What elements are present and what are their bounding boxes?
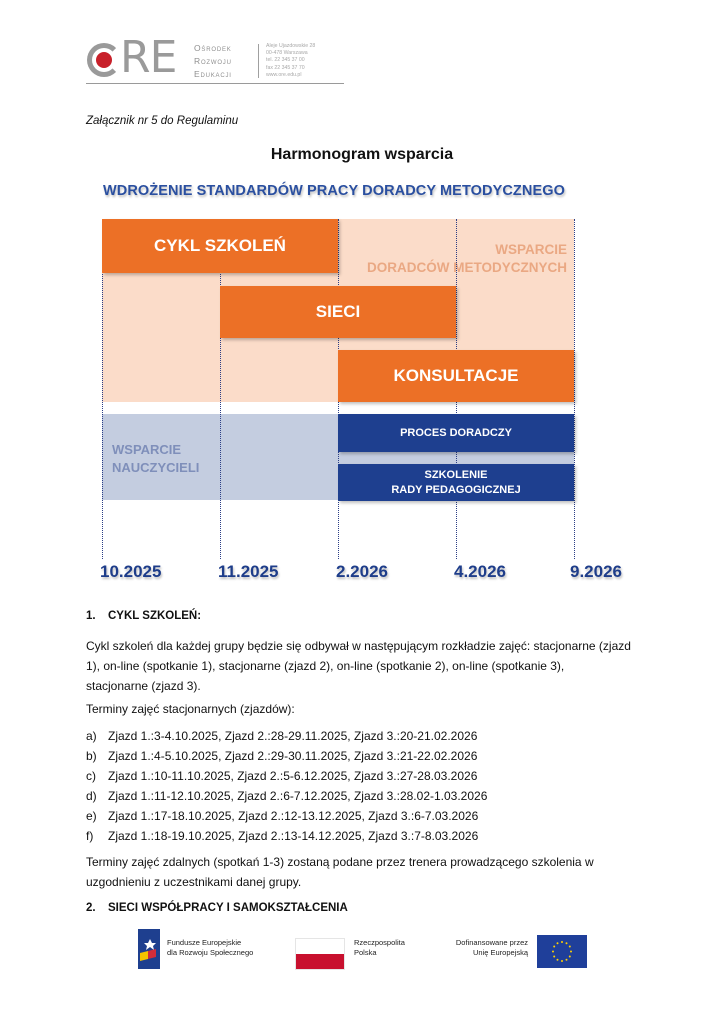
section-title: CYKL SZKOLEŃ: <box>108 610 202 622</box>
timeline-date: 4.2026 <box>454 562 506 581</box>
zone-label-line: DORADCÓW METODYCZNYCH <box>367 260 567 275</box>
paragraph-line: Cykl szkoleń dla każdej grupy będzie się odbywał w następującym rozkładzie zajęć: stacjonarne (zjazd <box>86 639 631 653</box>
list-text: Zjazd 1.:17-18.10.2025, Zjazd 2.:12-13.12.2025, Zjazd 3.:6-7.03.2026 <box>108 809 479 823</box>
org-name-line: Rozwoju <box>194 56 232 66</box>
label-line: Rzeczpospolita <box>354 938 405 947</box>
funding-footer <box>134 925 594 969</box>
ore-logo-text: RE <box>120 32 177 83</box>
address-line: 00-478 Warszawa <box>266 50 308 57</box>
section-title: SIECI WSPÓŁPRACY I SAMOKSZTAŁCENIA <box>108 902 348 914</box>
zone-teachers-label <box>112 441 199 477</box>
european-funds-label <box>167 938 253 958</box>
list-marker: c) <box>86 769 96 783</box>
section-1-paragraph <box>86 636 646 696</box>
zone-label-line: WSPARCIE <box>112 442 182 457</box>
address-line: tel. 22 345 37 00 <box>266 57 305 64</box>
section-1-heading <box>86 606 201 626</box>
bar-sieci <box>220 286 456 338</box>
bar-label: SIECI <box>315 302 361 321</box>
zone-label-line: WSPARCIE <box>495 242 567 257</box>
section-2-heading <box>86 898 348 918</box>
list-marker: e) <box>86 809 97 823</box>
diagram-title: WDROŻENIE STANDARDÓW PRACY DORADCY METODYCZNEGO <box>102 183 565 199</box>
bar-cykl-szkolen <box>102 219 338 273</box>
list-item <box>86 746 487 766</box>
annex-label: Załącznik nr 5 do Regulaminu <box>86 115 239 127</box>
label-line: Fundusze Europejskie <box>167 938 242 947</box>
org-name-line: Ośrodek <box>194 43 232 53</box>
paragraph-line: 1), on-line (spotkanie 1), stacjonarne (zjazd 2), on-line (spotkanie 2), on-line (spotkanie 3), <box>86 659 565 673</box>
remote-note <box>86 852 646 892</box>
list-marker: b) <box>86 749 97 763</box>
bar-konsultacje <box>338 350 574 402</box>
org-name-line: Edukacji <box>194 69 232 79</box>
flag-white-stripe <box>296 939 344 954</box>
bar-label-line: SZKOLENIE <box>424 468 488 481</box>
eu-funding-label <box>430 938 528 958</box>
list-item <box>86 806 487 826</box>
paragraph-line: Terminy zajęć zdalnych (spotkań 1-3) zostaną podane przez trenera prowadzącego szkolenia w <box>86 855 594 869</box>
label-line: Polska <box>354 948 377 957</box>
flag-red-stripe <box>296 954 344 969</box>
list-item <box>86 826 487 846</box>
timeline-date: 10.2025 <box>100 562 162 581</box>
label-line: dla Rozwoju Społecznego <box>167 948 254 957</box>
address-line: fax 22 345 37 70 <box>266 64 305 71</box>
european-funds-icon <box>138 929 160 969</box>
list-item <box>86 766 487 786</box>
list-text: Zjazd 1.:4-5.10.2025, Zjazd 2.:29-30.11.2025, Zjazd 3.:21-22.02.2026 <box>108 749 478 763</box>
bar-label: PROCES DORADCZY <box>400 426 512 439</box>
timeline-date: 9.2026 <box>570 562 622 581</box>
list-marker: a) <box>86 729 97 743</box>
section-number: 1. <box>86 610 96 622</box>
list-marker: f) <box>86 829 94 843</box>
address-line: Aleje Ujazdowskie 28 <box>266 43 316 49</box>
bar-label: CYKL SZKOLEŃ <box>154 236 286 255</box>
list-text: Zjazd 1.:11-12.10.2025, Zjazd 2.:6-7.12.2025, Zjazd 3.:28.02-1.03.2026 <box>108 789 488 803</box>
list-text: Zjazd 1.:18-19.10.2025, Zjazd 2.:13-14.12.2025, Zjazd 3.:7-8.03.2026 <box>108 829 479 843</box>
list-item <box>86 786 487 806</box>
bar-label-line: RADY PEDAGOGICZNEJ <box>391 483 521 496</box>
dates-intro: Terminy zajęć stacjonarnych (zjazdów): <box>86 702 295 716</box>
list-text: Zjazd 1.:3-4.10.2025, Zjazd 2.:28-29.11.2025, Zjazd 3.:20-21.02.2026 <box>108 729 478 743</box>
timeline-date: 2.2026 <box>336 562 388 581</box>
list-item <box>86 726 487 746</box>
address-website[interactable]: www.ore.edu.pl <box>266 71 302 78</box>
section-number: 2. <box>86 902 96 914</box>
zone-label-line: NAUCZYCIELI <box>112 460 200 475</box>
timeline-date: 11.2025 <box>218 562 279 581</box>
label-line: Unię Europejską <box>472 948 528 957</box>
bar-label: KONSULTACJE <box>393 366 519 385</box>
list-marker: d) <box>86 789 97 803</box>
dates-list <box>86 726 487 846</box>
poland-flag-icon <box>295 938 345 970</box>
bar-proces-doradczy <box>338 414 574 452</box>
paragraph-line: stacjonarne (zjazd 3). <box>86 679 201 693</box>
poland-label <box>354 938 405 958</box>
bar-szkolenie-rady <box>338 464 574 501</box>
page-title: Harmonogram wsparcia <box>270 146 454 163</box>
list-text: Zjazd 1.:10-11.10.2025, Zjazd 2.:5-6.12.2025, Zjazd 3.:27-28.03.2026 <box>108 769 478 783</box>
paragraph-line: uzgodnieniu z uczestnikami danej grupy. <box>86 875 302 889</box>
timeline-gridline <box>574 219 575 559</box>
label-line: Dofinansowane przez <box>455 938 528 947</box>
eu-flag-icon <box>537 935 587 968</box>
